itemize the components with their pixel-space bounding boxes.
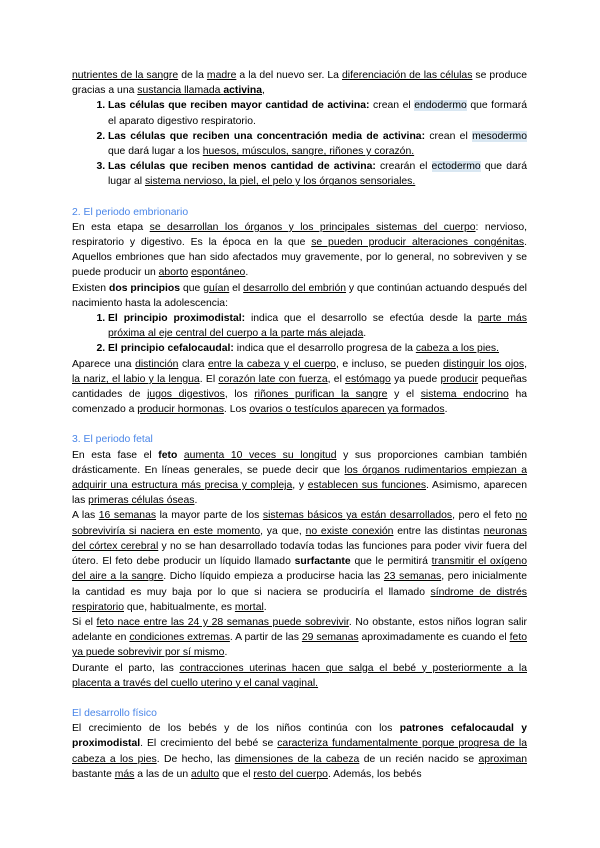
text-underlined: parte más próxima al eje central del cuerpo a la parte más alejada [108,313,528,340]
text-bold: dos principios [109,282,181,294]
text: ya puede [390,373,441,385]
spacer [72,417,527,432]
text-underlined: desarrollo del embrión [243,282,347,294]
text-underlined: estómago [345,373,391,385]
paragraph [72,721,527,782]
text-underlined: riñones purifican la sangre [254,389,388,401]
text-underlined: feto nace entre las 24 y 28 semanas puede sobrevivir [96,616,349,628]
list-item [108,129,527,159]
list-item [108,341,527,356]
text-underlined: 16 semanas [98,510,157,522]
text: , ya que, [260,525,306,537]
text-underlined: adulto [191,768,220,780]
text-underlined: transmitir el oxígeno del aire a la sangre [72,556,527,583]
highlighted-term: endodermo [414,100,467,112]
text-bold: feto [158,449,178,461]
text: , los [224,389,255,401]
text: A las [72,510,99,522]
text-underlined: se desarrollan los órganos y los principales sistemas del cuerpo [149,221,476,233]
text: bastante [72,768,115,780]
text-underlined: huesos, músculos, sangre, riñones y corazón. [202,146,415,158]
text-underlined: contracciones uterinas hacen que salga el bebé y posteriormente a la placenta a través del cuello uterino y el canal vaginal. [72,662,527,689]
list-item-title: Las células que reciben menos cantidad de activina: [108,161,376,173]
list-item [108,98,527,128]
text-underlined: se pueden producir alteraciones congénitas [311,237,525,249]
list-item-title: El principio cefalocaudal: [108,343,234,355]
text-underlined: espontáneo [191,267,246,279]
text: aproximadamente es cuando el [358,632,510,644]
paragraph [72,661,527,691]
text: El crecimiento de los bebés y de los niños continúa con los [72,723,400,735]
text: . El [199,373,219,385]
text-underlined: aumenta 10 veces su longitud [183,449,337,461]
text: . [263,601,267,613]
text-underlined: no existe conexión [305,525,394,537]
text: . [444,404,448,416]
text: , pero inicialmente la cantidad es muy baja por lo que si naciera se produciría el llamado [72,571,527,598]
text: la mayor parte de los [156,510,263,522]
text-underlined: madre [206,70,237,81]
text-underlined: 29 semanas [301,632,359,644]
list-item-title: El principio proximodistal: [108,313,246,325]
text: que dará lugar a los [108,146,203,158]
text: el [229,282,244,294]
text-underlined: feto ya puede sobrevivir por sí mismo [72,632,528,659]
text: indica que el desarrollo se efectúa desde la [245,313,478,325]
text: que el [219,768,254,780]
text: que, habitualmente, es [123,601,235,613]
paragraph [72,220,527,281]
list-item [108,159,527,189]
text-underlined: mortal [234,601,264,613]
list-item [108,311,527,341]
text-underlined: sistema nervioso, la piel, el pelo y los órganos sensoriales. [144,176,416,188]
paragraph [72,615,527,661]
text: crearán el [375,161,432,173]
list-item-title: Las células que reciben una concentración media de activina: [108,130,426,142]
text: . A partir de las [229,632,302,644]
text-underlined: producir hormonas [137,404,224,416]
text-underlined: distinción [135,358,179,370]
text: . [363,328,367,340]
text: entre las distintas [393,525,484,537]
text-underlined: entre la cabeza y el cuerpo [208,358,336,370]
text-underlined [137,85,262,96]
activina-list [72,98,527,189]
text-bold: surfactante [294,556,351,568]
text: . De hecho, las [156,753,235,765]
text: clara [178,358,208,370]
text-underlined: guían [203,282,230,294]
text: En esta etapa [72,221,150,233]
text-underlined: síndrome de distrés respiratorio [72,586,528,613]
text: Existen [72,282,109,294]
text: y que continúan actuando después del nacimiento hasta la adolescencia: [72,282,527,309]
spacer [72,190,527,205]
text-underlined: sistemas básicos ya están desarrollados [262,510,453,522]
text: crean el [425,130,473,142]
text: indica que el desarrollo progresa de la [233,343,416,355]
text: se produce gracias a una [72,70,527,97]
text: que le permitirá [350,556,432,568]
text: En esta fase el [72,449,159,461]
principles-list [72,311,527,357]
text: . Asimismo, aparecen las [72,480,527,507]
text-underlined: condiciones extremas [129,632,230,644]
paragraph [72,281,527,311]
text: y no se han desarrollado todavía todas las funciones para poder vivir fuera del útero. El feto debe producir un líquido llamado [72,540,527,568]
text-underlined: cabeza a los pies. [415,343,500,355]
text-underlined: neuronas del córtex cerebral [72,525,527,552]
text: que [180,282,204,294]
text: . Los [223,404,250,416]
intro-paragraph [72,68,527,98]
text-underlined: nutrientes de la sangre [72,70,179,81]
text: . El crecimiento del bebé se [140,738,278,750]
text-underlined: ovarios o testículos aparecen ya formados [249,404,445,416]
text: de un recién nacido se [359,753,479,765]
text-underlined: aborto [158,267,189,279]
text: a la del nuevo ser. La [236,70,342,81]
text: y el [387,389,421,401]
text-underlined: 23 semanas [383,571,442,583]
text: que dará lugar al [108,161,528,188]
text: . [245,267,249,279]
text-underlined: establecen sus funciones [307,480,427,492]
spacer [72,691,527,706]
text: . No obstante, estos niños logran salir adelante en [72,616,527,644]
text: . [194,495,198,507]
text-underlined: primeras células óseas [88,495,195,507]
text: . [224,647,228,659]
text: , y [292,480,308,492]
text-underlined: aproximan [478,753,527,765]
text: , e incluso, se pueden [335,358,444,370]
section-heading: 2. El periodo embrionario [72,206,189,218]
text: Si el [72,616,97,628]
text: y sus proporciones cambian también drásticamente. En líneas generales, se puede decir que [72,449,528,476]
text: de la [178,70,207,81]
text: pequeñas cantidades de [72,373,528,401]
text: a las de un [134,768,192,780]
text: , pero el feto [452,510,516,522]
text: ha comenzado a [72,389,528,416]
text: Durante el parto, las [72,662,180,674]
section-heading: 3. El periodo fetal [72,434,153,446]
text-bold: activina [223,85,263,97]
text: . Dicho líquido empieza a producirse hacia las [163,571,384,583]
paragraph [72,448,527,509]
text-underlined: diferenciación de las células [341,70,473,81]
text: que formará el aparato digestivo respiratorio. [108,100,527,127]
text-underlined: caracteriza fundamentalmente porque progresa de la cabeza a los pies [72,738,528,765]
text: sustancia llamada [137,85,224,97]
text-underlined: dimensiones de la cabeza [234,753,360,765]
text-underlined: corazón late con fuerza [218,373,328,385]
text: , [262,85,265,97]
text-underlined: producir [440,373,479,385]
list-item-title: Las células que reciben mayor cantidad de activina: [108,100,370,112]
text: , el [327,373,346,385]
text-underlined: resto del cuerpo [253,768,328,780]
text-underlined: no sobreviviría si naciera en este momento [72,510,528,537]
text: : nervioso, respiratorio y digestivo. Es la época en la que [72,221,528,249]
paragraph [72,357,527,418]
text-underlined: sistema endocrino [420,389,509,401]
text-underlined: distinguir los ojos, la nariz, el labio y la lengua [72,358,528,385]
text-underlined: los órganos rudimentarios empiezan a adquirir una estructura más precisa y compleja [72,464,527,492]
text-underlined: más [114,768,135,780]
highlighted-term: ectodermo [431,161,481,173]
text-bold: patrones cefalocaudal y proximodistal [72,723,527,750]
text: crean el [369,100,415,112]
text: Aparece una [72,358,136,370]
paragraph [72,508,527,614]
text-underlined: jugos digestivos [147,389,225,401]
section-heading: El desarrollo físico [72,707,157,719]
document-page [72,68,527,782]
text: . Aquellos embriones que han sido afectados muy gravemente, por lo general, no sobreviven y se puede producir un [72,237,527,279]
highlighted-term: mesodermo [472,130,527,142]
text: . Además, los bebés [327,768,422,780]
